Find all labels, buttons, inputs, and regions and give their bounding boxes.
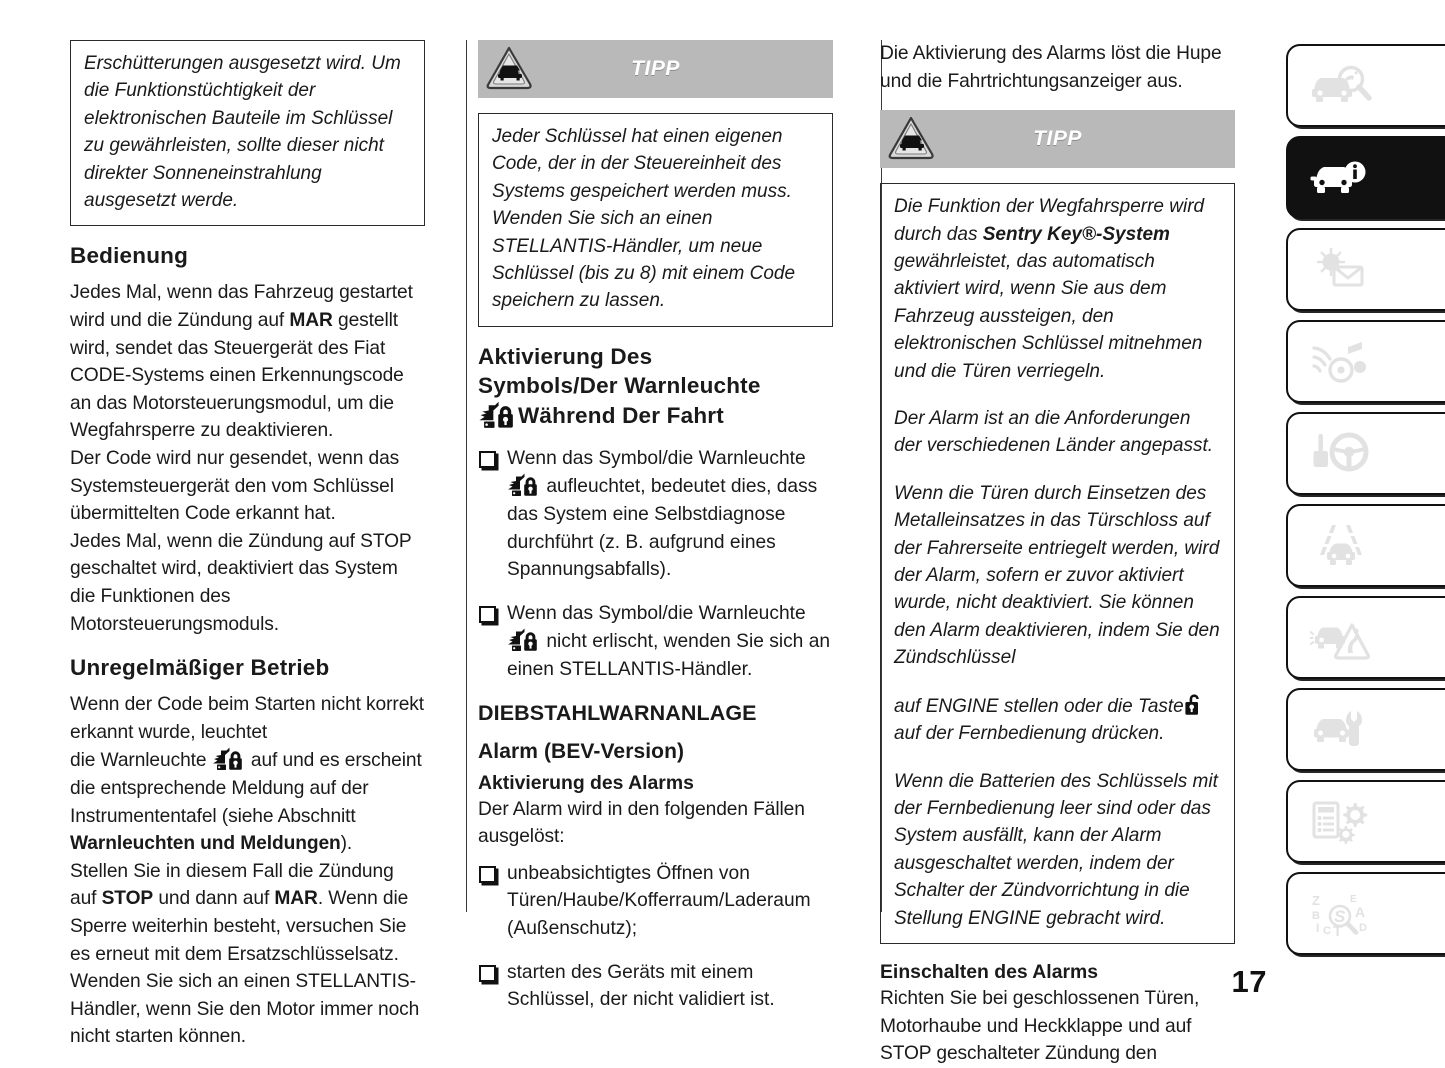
alphabet-magnifier-icon: [1310, 889, 1372, 939]
list-item: [478, 600, 833, 684]
note-box-top: [70, 40, 425, 226]
paragraph-alarm-intro: Der Alarm wird in den folgenden Fällen ausgelöst:: [478, 798, 805, 848]
heading-bedienung: Bedienung: [70, 243, 189, 269]
list-gears-icon: [1310, 797, 1372, 847]
car-wrench-icon: [1310, 705, 1372, 755]
note-col3-p2: Der Alarm ist an die Anforderungen der verschiedenen Länder angepasst.: [894, 408, 1214, 457]
note-box-col2: [478, 113, 833, 327]
car-info-tab[interactable]: [1286, 136, 1445, 219]
note-col3-p3: Wenn die Türen durch Einsetzen des Metalleinsatzes in das Türschloss auf der Fahrerseite entriegelt werden, wird der Alarm, sofern er zuvor aktiviert wurde, nicht deaktiviert. Sie können den Alarm deaktivieren, indem Sie den Zündschlüssel: [894, 482, 1220, 669]
heading-aktivierung-line2: Symbols/Der Warnleuchte: [478, 372, 761, 398]
car-info-icon: [1310, 153, 1372, 203]
column-1: [70, 40, 425, 1048]
svg-text:E: E: [1350, 893, 1357, 905]
tipp-label-col3: TIPP: [1033, 127, 1082, 151]
car-lock-warning-icon: [478, 409, 518, 434]
heading-aktivierung-line3-text: Während Der Fahrt: [518, 402, 724, 428]
para6-part-c: und dann auf: [153, 888, 275, 910]
bullet2-text-b: nicht erlischt, wenden Sie sich an einen STELLANTIS-Händler.: [507, 631, 831, 680]
svg-text:A: A: [1355, 903, 1366, 920]
svg-text:D: D: [1359, 921, 1367, 934]
square-bullet-icon: [479, 866, 496, 883]
heading-alarm-bev: Alarm (BEV-Version): [478, 739, 685, 763]
svg-text:Z: Z: [1312, 892, 1320, 908]
car-search-tab[interactable]: [1286, 44, 1445, 127]
specifications-tab[interactable]: [1286, 780, 1445, 863]
infotainment-tab[interactable]: [1286, 320, 1445, 403]
svg-text:B: B: [1312, 909, 1320, 922]
lights-messages-tab[interactable]: [1286, 228, 1445, 311]
paragraph-bedienung-3: Jedes Mal, wenn die Zündung auf STOP geschaltet wird, deaktiviert das System die Funktionen des Motorsteuerungsmoduls.: [70, 530, 412, 635]
gearshift-steering-wheel-icon: [1310, 429, 1372, 479]
para5-part-b: auf und es erscheint die entsprechende Meldung auf der Instrumententafel (siehe Abschnitt: [70, 750, 422, 827]
svg-text:S: S: [1334, 906, 1346, 926]
heading-unregelmaessiger-betrieb: Unregelmäßiger Betrieb: [70, 655, 330, 681]
paragraph-bedienung-1: [70, 279, 425, 445]
triangle-car-icon: [484, 43, 536, 93]
para6-bold-mar: MAR: [274, 888, 318, 910]
lock-open-icon: [1184, 692, 1203, 717]
paragraph-unregelmaessig-2: [70, 746, 425, 857]
svg-text:I: I: [1316, 920, 1320, 935]
bullet-list-alarm-cases: [478, 860, 833, 1014]
para5-part-c: ).: [340, 833, 353, 855]
heading-diebstahlwarnanlage: DIEBSTAHLWARNANLAGE: [478, 700, 757, 725]
car-lock-warning-icon: [212, 746, 246, 771]
bullet-list-warnleuchte: [478, 445, 833, 684]
sun-envelope-icon: [1310, 245, 1372, 295]
note-p1-part-a: Die Funktion der Wegfahrsperre wird durch das: [894, 196, 1205, 245]
note-box-col3: [880, 183, 1235, 944]
column-2: [478, 40, 833, 1011]
car-warning-triangle-icon: [1310, 613, 1372, 663]
para6-part-e: . Wenn die Sperre weiterhin besteht, versuchen Sie es erneut mit dem Ersatzschlüsselsatz. Wenden Sie sich an einen STELLANTIS-Händler, wenn Sie den Motor immer noch nicht starten können.: [70, 888, 420, 1048]
car-lock-warning-icon: [507, 627, 541, 652]
list-item: [478, 445, 833, 584]
para6-bold-stop: STOP: [101, 888, 154, 910]
bullet1-text-b: aufleuchtet, bedeutet dies, dass das System eine Selbstdiagnose durchführt (z. B. aufgrund eines Spannungsabfalls).: [507, 476, 818, 581]
lane-car-icon: [1310, 521, 1372, 571]
note-p4-part-a: auf ENGINE stellen oder die Taste: [894, 695, 1184, 717]
note-p1-part-c: gewährleistet, das automatisch aktiviert wird, wenn Sie aus dem Fahrzeug aussteigen, den elektronischen Schlüssel mitnehmen und die Türen verriegeln.: [894, 251, 1203, 382]
square-bullet-icon: [479, 606, 496, 623]
tipp-banner-col2: [478, 40, 833, 98]
paragraph-bedienung-2: Der Code wird nur gesendet, wenn das Systemsteuergerät den vom Schlüssel übermittelten Code erkannt hat.: [70, 448, 400, 525]
para1-part-c: gestellt wird, sendet das Steuergerät des Fiat CODE-Systems einen Erkennungscode an das Motorsteuerungsmodul, um die Wegfahrsperre zu deaktivieren.: [70, 310, 404, 442]
note-p4-part-b: auf der Fernbedienung drücken.: [894, 723, 1165, 745]
car-magnifier-icon: [1310, 61, 1372, 111]
svg-text:C: C: [1323, 924, 1331, 937]
note-col3-p1: [894, 193, 1222, 385]
index-tab[interactable]: [1286, 872, 1445, 955]
paragraph-alarm-hupe: Die Aktivierung des Alarms löst die Hupe und die Fahrtrichtungsanzeiger aus.: [880, 43, 1222, 92]
heading-aktivierung-line1: Aktivierung Des: [478, 343, 653, 369]
paragraph-einschalten: Richten Sie bei geschlossenen Türen, Motorhaube und Heckklappe und auf STOP geschalteter Zündung den: [880, 987, 1200, 1065]
tipp-banner-col3: [880, 110, 1235, 168]
para5-part-a: die Warnleuchte: [70, 750, 212, 772]
square-bullet-icon: [479, 451, 496, 468]
note-col3-p4: [894, 692, 1222, 748]
maintenance-tab[interactable]: [1286, 688, 1445, 771]
list-item: [478, 860, 833, 943]
driving-tab[interactable]: [1286, 412, 1445, 495]
emergency-tab[interactable]: [1286, 596, 1445, 679]
page-number: 17: [1231, 964, 1267, 999]
triangle-car-icon: [886, 113, 938, 163]
bullet4-text: starten des Geräts mit einem Schlüssel, der nicht validiert ist.: [507, 961, 775, 1011]
note-p1-bold-sentrykey: Sentry Key®-System: [982, 223, 1170, 245]
car-lock-warning-icon: [507, 472, 541, 497]
note-box-top-text: Erschütterungen ausgesetzt wird. Um die Funktionstüchtigkeit der elektronischen Bauteile im Schlüssel zu gewährleisten, sollte dieser nicht direkter Sonneneinstrahlung ausgesetzt werde.: [84, 53, 401, 212]
para1-bold-mar: MAR: [289, 310, 333, 332]
para1-part-a: Jedes Mal, wenn das Fahrzeug gestartet wird und die Zündung auf: [70, 282, 413, 332]
column-3: [880, 40, 1235, 1065]
para5-bold-ref: Warnleuchten und Meldungen: [70, 833, 341, 855]
bullet1-text-a: Wenn das Symbol/die Warnleuchte: [507, 447, 806, 469]
heading-aktivierung-des-alarms: Aktivierung des Alarms: [478, 771, 694, 794]
note-col3-p5: Wenn die Batterien des Schlüssels mit der Fernbedienung leer sind oder das System ausfällt, kann der Alarm ausgeschaltet werden, indem der Schalter der Zündvorrichtung in die Stellung ENGINE gebracht wird.: [894, 770, 1218, 929]
paragraph-unregelmaessig-3: [70, 858, 425, 1051]
para6-part-a: Stellen Sie in diesem Fall die Zündung auf: [70, 860, 394, 910]
tipp-label-col2: TIPP: [631, 57, 680, 81]
note-box-col2-text: Jeder Schlüssel hat einen eigenen Code, der in der Steuereinheit des Systems gespeichert werden muss. Wenden Sie sich an einen STELLANTIS-Händler, um neue Schlüssel (bis zu 8) mit einem Code speichern zu lassen.: [492, 126, 796, 312]
paragraph-unregelmaessig-1: Wenn der Code beim Starten nicht korrekt erkannt wurde, leuchtet: [70, 694, 424, 743]
heading-aktivierung-line3: [478, 400, 833, 436]
wifi-music-icon: [1310, 337, 1372, 387]
driver-assist-tab[interactable]: [1286, 504, 1445, 587]
bullet3-text: unbeabsichtigtes Öffnen von Türen/Haube/Kofferraum/Laderaum (Außenschutz);: [507, 862, 811, 939]
list-item: [478, 959, 833, 1014]
square-bullet-icon: [479, 965, 496, 982]
chapter-tab-rail: [1280, 40, 1445, 939]
heading-einschalten-des-alarms: Einschalten des Alarms: [880, 960, 1099, 983]
svg-text:T: T: [1333, 922, 1343, 939]
bullet2-text-a: Wenn das Symbol/die Warnleuchte: [507, 602, 806, 624]
